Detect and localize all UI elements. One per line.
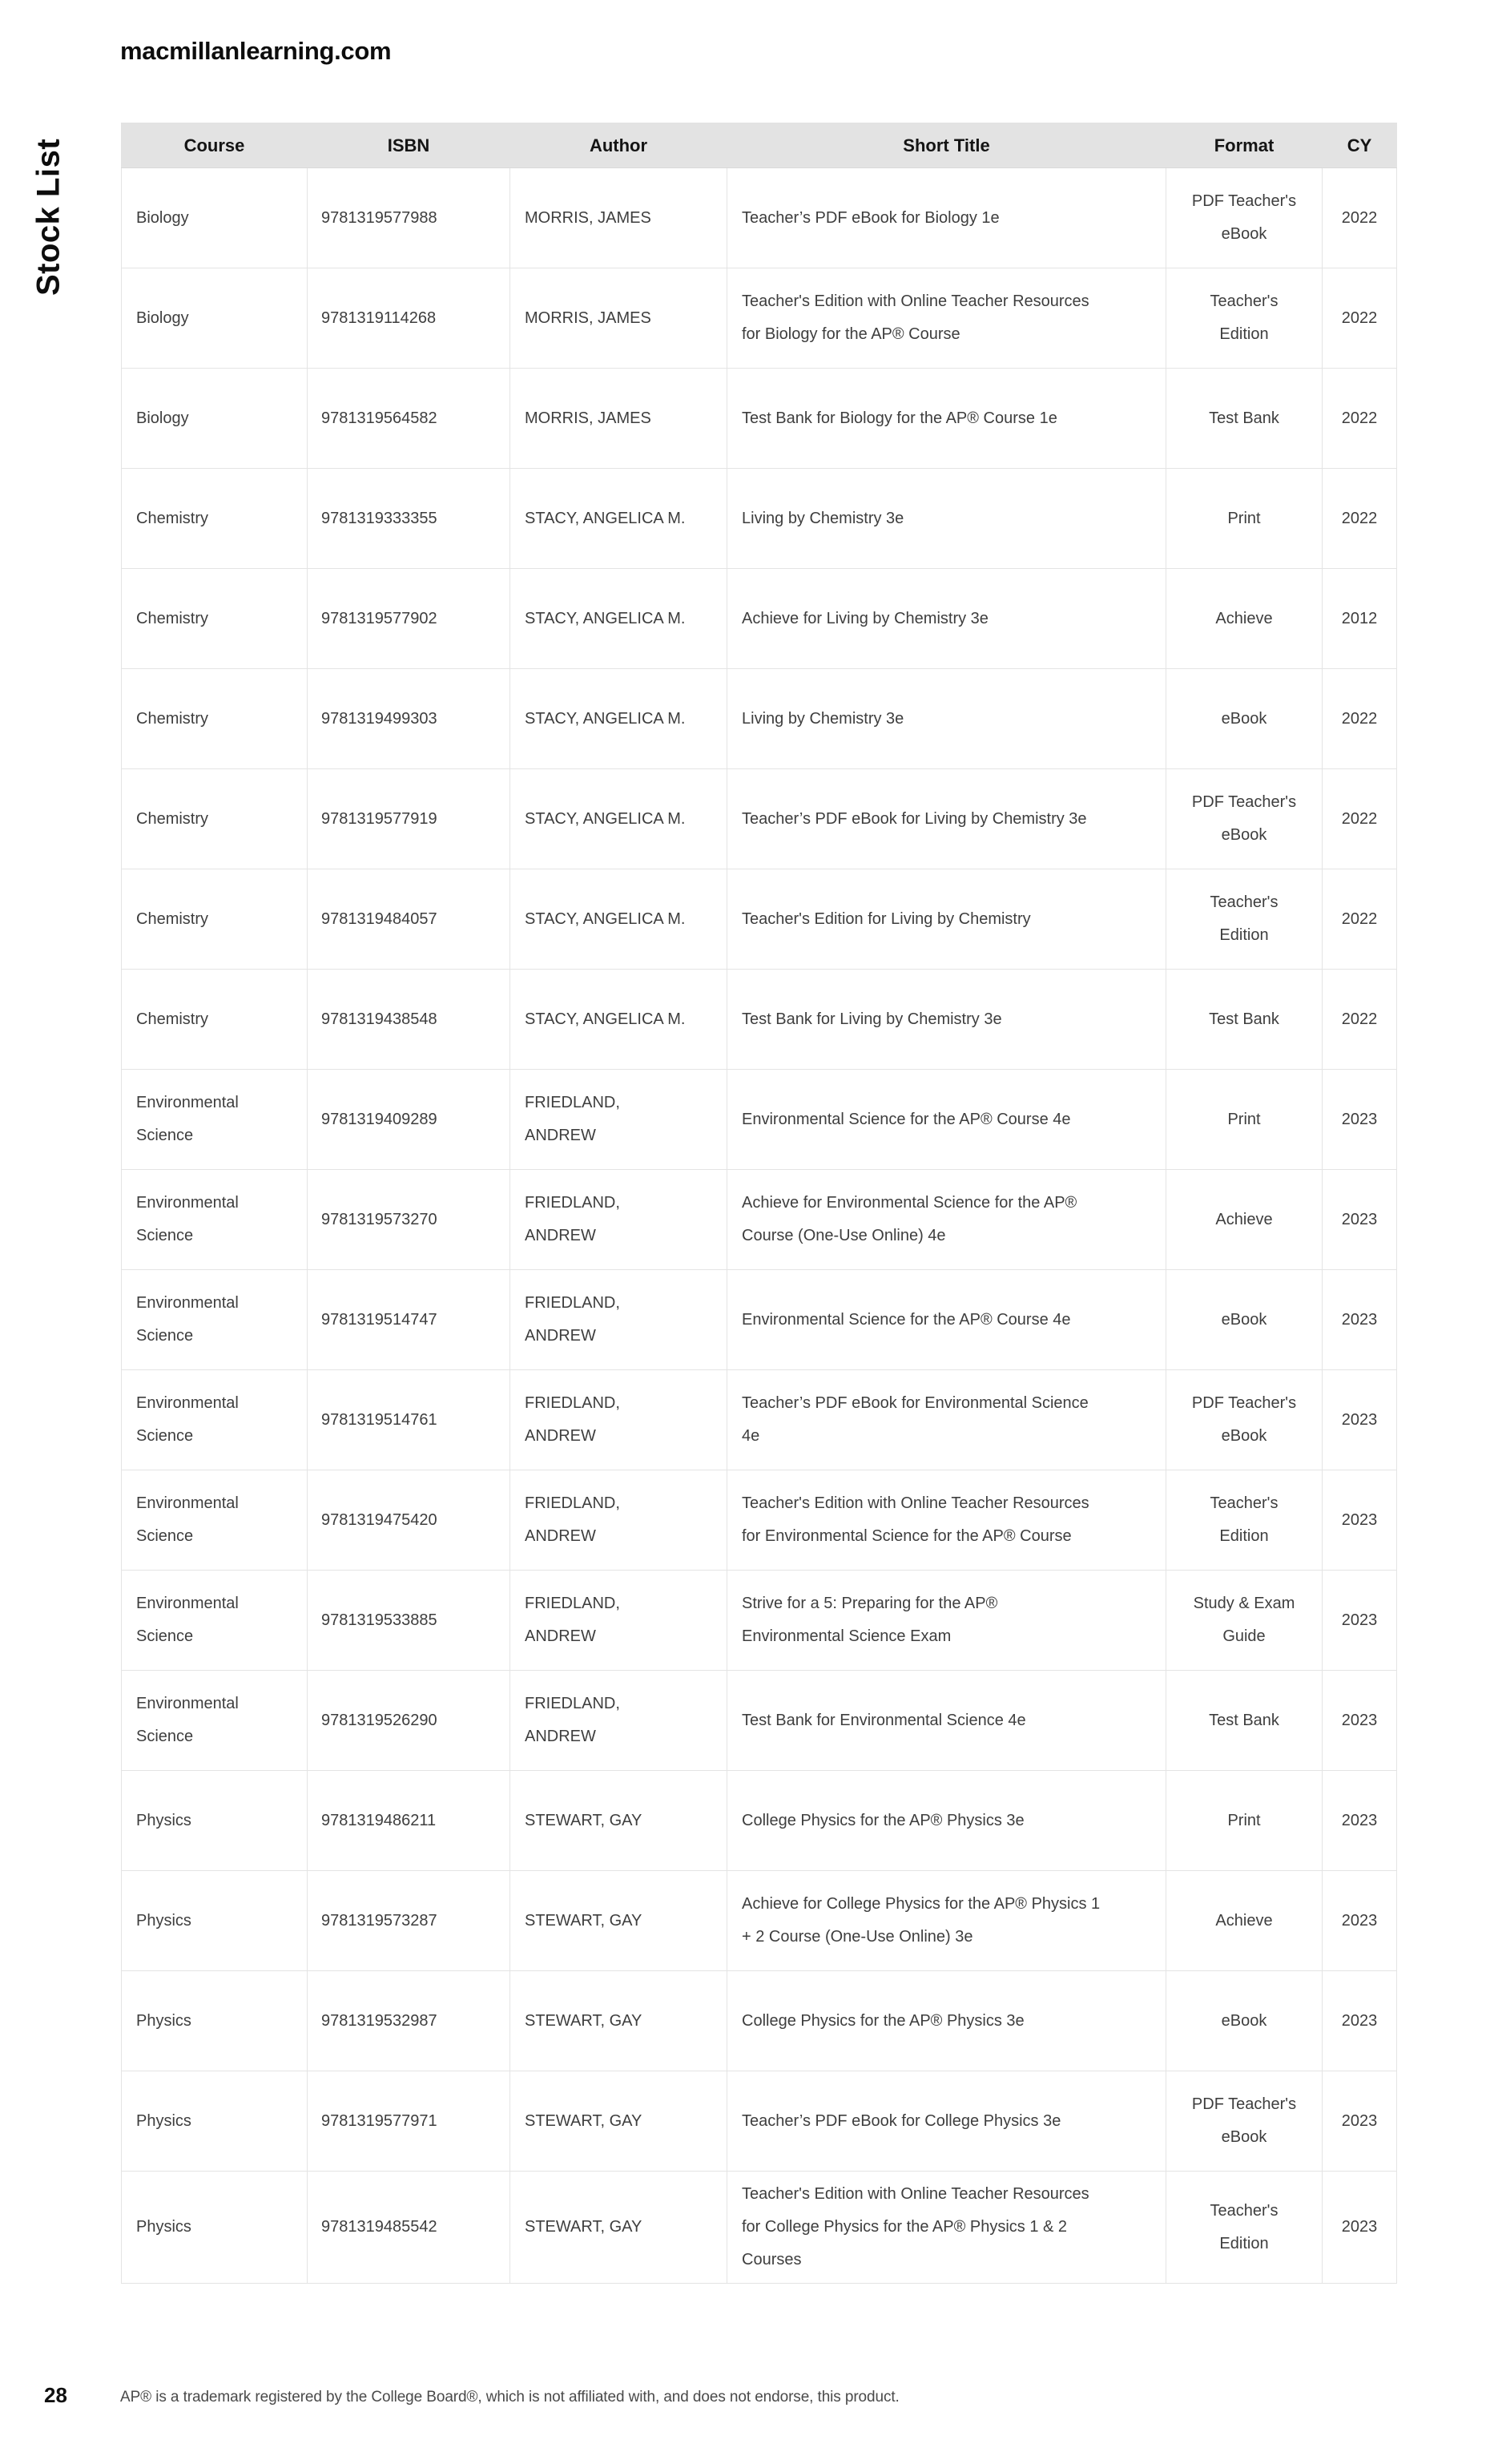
table-body (122, 168, 1397, 2284)
cell-isbn: 9781319577971 (308, 2071, 510, 2172)
cell-isbn: 9781319333355 (308, 469, 510, 569)
column-header-author: Author (510, 123, 727, 168)
cell-isbn: 9781319484057 (308, 869, 510, 970)
cell-course: Biology (122, 168, 308, 268)
table-row (122, 469, 1397, 569)
cell-course: Physics (122, 1871, 308, 1971)
table-row (122, 1070, 1397, 1170)
cell-isbn: 9781319114268 (308, 268, 510, 369)
cell-isbn: 9781319532987 (308, 1971, 510, 2071)
table-row (122, 268, 1397, 369)
cell-short_title: Environmental Science for the AP® Course 4e (727, 1270, 1166, 1370)
cell-author: STACY, ANGELICA M. (510, 869, 727, 970)
cell-format: Print (1166, 1771, 1323, 1871)
table-row (122, 669, 1397, 769)
cell-course: Environmental Science (122, 1170, 308, 1270)
cell-cy: 2023 (1323, 1170, 1397, 1270)
cell-short_title: Achieve for Living by Chemistry 3e (727, 569, 1166, 669)
table-row (122, 769, 1397, 869)
cell-author: STACY, ANGELICA M. (510, 970, 727, 1070)
cell-cy: 2022 (1323, 869, 1397, 970)
cell-isbn: 9781319573287 (308, 1871, 510, 1971)
cell-cy: 2023 (1323, 1671, 1397, 1771)
cell-course: Chemistry (122, 769, 308, 869)
cell-author: FRIEDLAND, ANDREW (510, 1470, 727, 1571)
cell-course: Physics (122, 1971, 308, 2071)
cell-short_title: Teacher’s PDF eBook for College Physics 3e (727, 2071, 1166, 2172)
cell-course: Chemistry (122, 869, 308, 970)
cell-short_title: Test Bank for Living by Chemistry 3e (727, 970, 1166, 1070)
cell-short_title: Teacher’s PDF eBook for Living by Chemistry 3e (727, 769, 1166, 869)
cell-short_title: Strive for a 5: Preparing for the AP® Environmental Science Exam (727, 1571, 1166, 1671)
cell-cy: 2012 (1323, 569, 1397, 669)
cell-format: Achieve (1166, 1170, 1323, 1270)
site-title: macmillanlearning.com (120, 37, 392, 65)
column-header-course: Course (122, 123, 308, 168)
table-row (122, 168, 1397, 268)
cell-author: STACY, ANGELICA M. (510, 669, 727, 769)
cell-course: Biology (122, 268, 308, 369)
cell-format: PDF Teacher's eBook (1166, 2071, 1323, 2172)
cell-format: Teacher's Edition (1166, 2172, 1323, 2284)
cell-short_title: Living by Chemistry 3e (727, 469, 1166, 569)
trademark-note: AP® is a trademark registered by the College Board®, which is not affiliated with, and does not endorse, this product. (120, 2389, 900, 2406)
cell-format: Test Bank (1166, 1671, 1323, 1771)
cell-course: Environmental Science (122, 1270, 308, 1370)
cell-short_title: Test Bank for Environmental Science 4e (727, 1671, 1166, 1771)
cell-isbn: 9781319577988 (308, 168, 510, 268)
cell-isbn: 9781319573270 (308, 1170, 510, 1270)
cell-author: FRIEDLAND, ANDREW (510, 1170, 727, 1270)
cell-short_title: Teacher’s PDF eBook for Biology 1e (727, 168, 1166, 268)
cell-author: STACY, ANGELICA M. (510, 569, 727, 669)
cell-format: PDF Teacher's eBook (1166, 168, 1323, 268)
cell-format: Teacher's Edition (1166, 1470, 1323, 1571)
table-row (122, 1170, 1397, 1270)
column-header-format: Format (1166, 123, 1323, 168)
cell-cy: 2022 (1323, 168, 1397, 268)
cell-format: eBook (1166, 1270, 1323, 1370)
cell-cy: 2022 (1323, 669, 1397, 769)
table-row (122, 1470, 1397, 1571)
cell-course: Chemistry (122, 669, 308, 769)
cell-short_title: College Physics for the AP® Physics 3e (727, 1971, 1166, 2071)
cell-cy: 2023 (1323, 1571, 1397, 1671)
table-row (122, 970, 1397, 1070)
cell-course: Physics (122, 2172, 308, 2284)
cell-cy: 2022 (1323, 369, 1397, 469)
cell-author: FRIEDLAND, ANDREW (510, 1571, 727, 1671)
cell-isbn: 9781319438548 (308, 970, 510, 1070)
column-header-isbn: ISBN (308, 123, 510, 168)
cell-cy: 2023 (1323, 1070, 1397, 1170)
cell-author: STEWART, GAY (510, 2071, 727, 2172)
cell-format: Print (1166, 1070, 1323, 1170)
cell-cy: 2023 (1323, 1270, 1397, 1370)
cell-format: eBook (1166, 1971, 1323, 2071)
cell-isbn: 9781319486211 (308, 1771, 510, 1871)
cell-format: Study & Exam Guide (1166, 1571, 1323, 1671)
cell-author: STEWART, GAY (510, 1871, 727, 1971)
table-row (122, 569, 1397, 669)
cell-format: Teacher's Edition (1166, 869, 1323, 970)
table-row (122, 1971, 1397, 2071)
table-row (122, 1270, 1397, 1370)
cell-format: PDF Teacher's eBook (1166, 769, 1323, 869)
table-row (122, 1571, 1397, 1671)
cell-short_title: Teacher's Edition for Living by Chemistry (727, 869, 1166, 970)
cell-cy: 2023 (1323, 2172, 1397, 2284)
cell-isbn: 9781319514761 (308, 1370, 510, 1470)
stock-list-table (121, 123, 1397, 2284)
cell-cy: 2023 (1323, 2071, 1397, 2172)
cell-author: MORRIS, JAMES (510, 268, 727, 369)
cell-isbn: 9781319409289 (308, 1070, 510, 1170)
cell-course: Environmental Science (122, 1370, 308, 1470)
page-title-stock-list: Stock List (30, 138, 66, 296)
cell-short_title: Teacher's Edition with Online Teacher Resources for Biology for the AP® Course (727, 268, 1166, 369)
cell-short_title: Teacher’s PDF eBook for Environmental Science 4e (727, 1370, 1166, 1470)
cell-cy: 2023 (1323, 1470, 1397, 1571)
cell-course: Environmental Science (122, 1671, 308, 1771)
cell-course: Chemistry (122, 970, 308, 1070)
cell-short_title: Achieve for Environmental Science for the AP® Course (One-Use Online) 4e (727, 1170, 1166, 1270)
cell-cy: 2023 (1323, 1871, 1397, 1971)
cell-isbn: 9781319577919 (308, 769, 510, 869)
cell-format: PDF Teacher's eBook (1166, 1370, 1323, 1470)
table-row (122, 1671, 1397, 1771)
cell-course: Physics (122, 1771, 308, 1871)
cell-format: Achieve (1166, 569, 1323, 669)
cell-format: eBook (1166, 669, 1323, 769)
cell-isbn: 9781319475420 (308, 1470, 510, 1571)
cell-isbn: 9781319514747 (308, 1270, 510, 1370)
table-header-row (122, 123, 1397, 168)
cell-cy: 2023 (1323, 1771, 1397, 1871)
cell-format: Print (1166, 469, 1323, 569)
table-row (122, 2172, 1397, 2284)
cell-format: Test Bank (1166, 970, 1323, 1070)
cell-short_title: College Physics for the AP® Physics 3e (727, 1771, 1166, 1871)
cell-cy: 2022 (1323, 769, 1397, 869)
cell-author: STEWART, GAY (510, 2172, 727, 2284)
cell-author: STACY, ANGELICA M. (510, 469, 727, 569)
cell-short_title: Living by Chemistry 3e (727, 669, 1166, 769)
table-row (122, 369, 1397, 469)
cell-format: Test Bank (1166, 369, 1323, 469)
cell-author: FRIEDLAND, ANDREW (510, 1370, 727, 1470)
page-number: 28 (44, 2383, 67, 2407)
cell-isbn: 9781319499303 (308, 669, 510, 769)
cell-short_title: Achieve for College Physics for the AP® Physics 1 + 2 Course (One-Use Online) 3e (727, 1871, 1166, 1971)
table-row (122, 1871, 1397, 1971)
cell-short_title: Test Bank for Biology for the AP® Course 1e (727, 369, 1166, 469)
cell-author: STEWART, GAY (510, 1971, 727, 2071)
cell-isbn: 9781319533885 (308, 1571, 510, 1671)
cell-isbn: 9781319564582 (308, 369, 510, 469)
cell-author: MORRIS, JAMES (510, 168, 727, 268)
cell-short_title: Teacher's Edition with Online Teacher Resources for College Physics for the AP® Physics 1 & 2 Courses (727, 2172, 1166, 2284)
cell-short_title: Teacher's Edition with Online Teacher Resources for Environmental Science for the AP® Course (727, 1470, 1166, 1571)
table-row (122, 2071, 1397, 2172)
cell-author: STEWART, GAY (510, 1771, 727, 1871)
cell-author: FRIEDLAND, ANDREW (510, 1070, 727, 1170)
table-row (122, 1771, 1397, 1871)
column-header-cy: CY (1323, 123, 1397, 168)
cell-short_title: Environmental Science for the AP® Course 4e (727, 1070, 1166, 1170)
cell-author: FRIEDLAND, ANDREW (510, 1671, 727, 1771)
column-header-short_title: Short Title (727, 123, 1166, 168)
cell-author: MORRIS, JAMES (510, 369, 727, 469)
cell-course: Biology (122, 369, 308, 469)
cell-cy: 2022 (1323, 970, 1397, 1070)
cell-isbn: 9781319577902 (308, 569, 510, 669)
cell-course: Physics (122, 2071, 308, 2172)
cell-course: Environmental Science (122, 1070, 308, 1170)
cell-isbn: 9781319526290 (308, 1671, 510, 1771)
cell-cy: 2023 (1323, 1971, 1397, 2071)
cell-course: Environmental Science (122, 1470, 308, 1571)
table-row (122, 869, 1397, 970)
table-header (122, 123, 1397, 168)
cell-course: Chemistry (122, 569, 308, 669)
cell-author: FRIEDLAND, ANDREW (510, 1270, 727, 1370)
cell-cy: 2022 (1323, 268, 1397, 369)
cell-format: Teacher's Edition (1166, 268, 1323, 369)
cell-course: Environmental Science (122, 1571, 308, 1671)
cell-course: Chemistry (122, 469, 308, 569)
cell-author: STACY, ANGELICA M. (510, 769, 727, 869)
cell-cy: 2023 (1323, 1370, 1397, 1470)
cell-isbn: 9781319485542 (308, 2172, 510, 2284)
cell-cy: 2022 (1323, 469, 1397, 569)
table-row (122, 1370, 1397, 1470)
cell-format: Achieve (1166, 1871, 1323, 1971)
